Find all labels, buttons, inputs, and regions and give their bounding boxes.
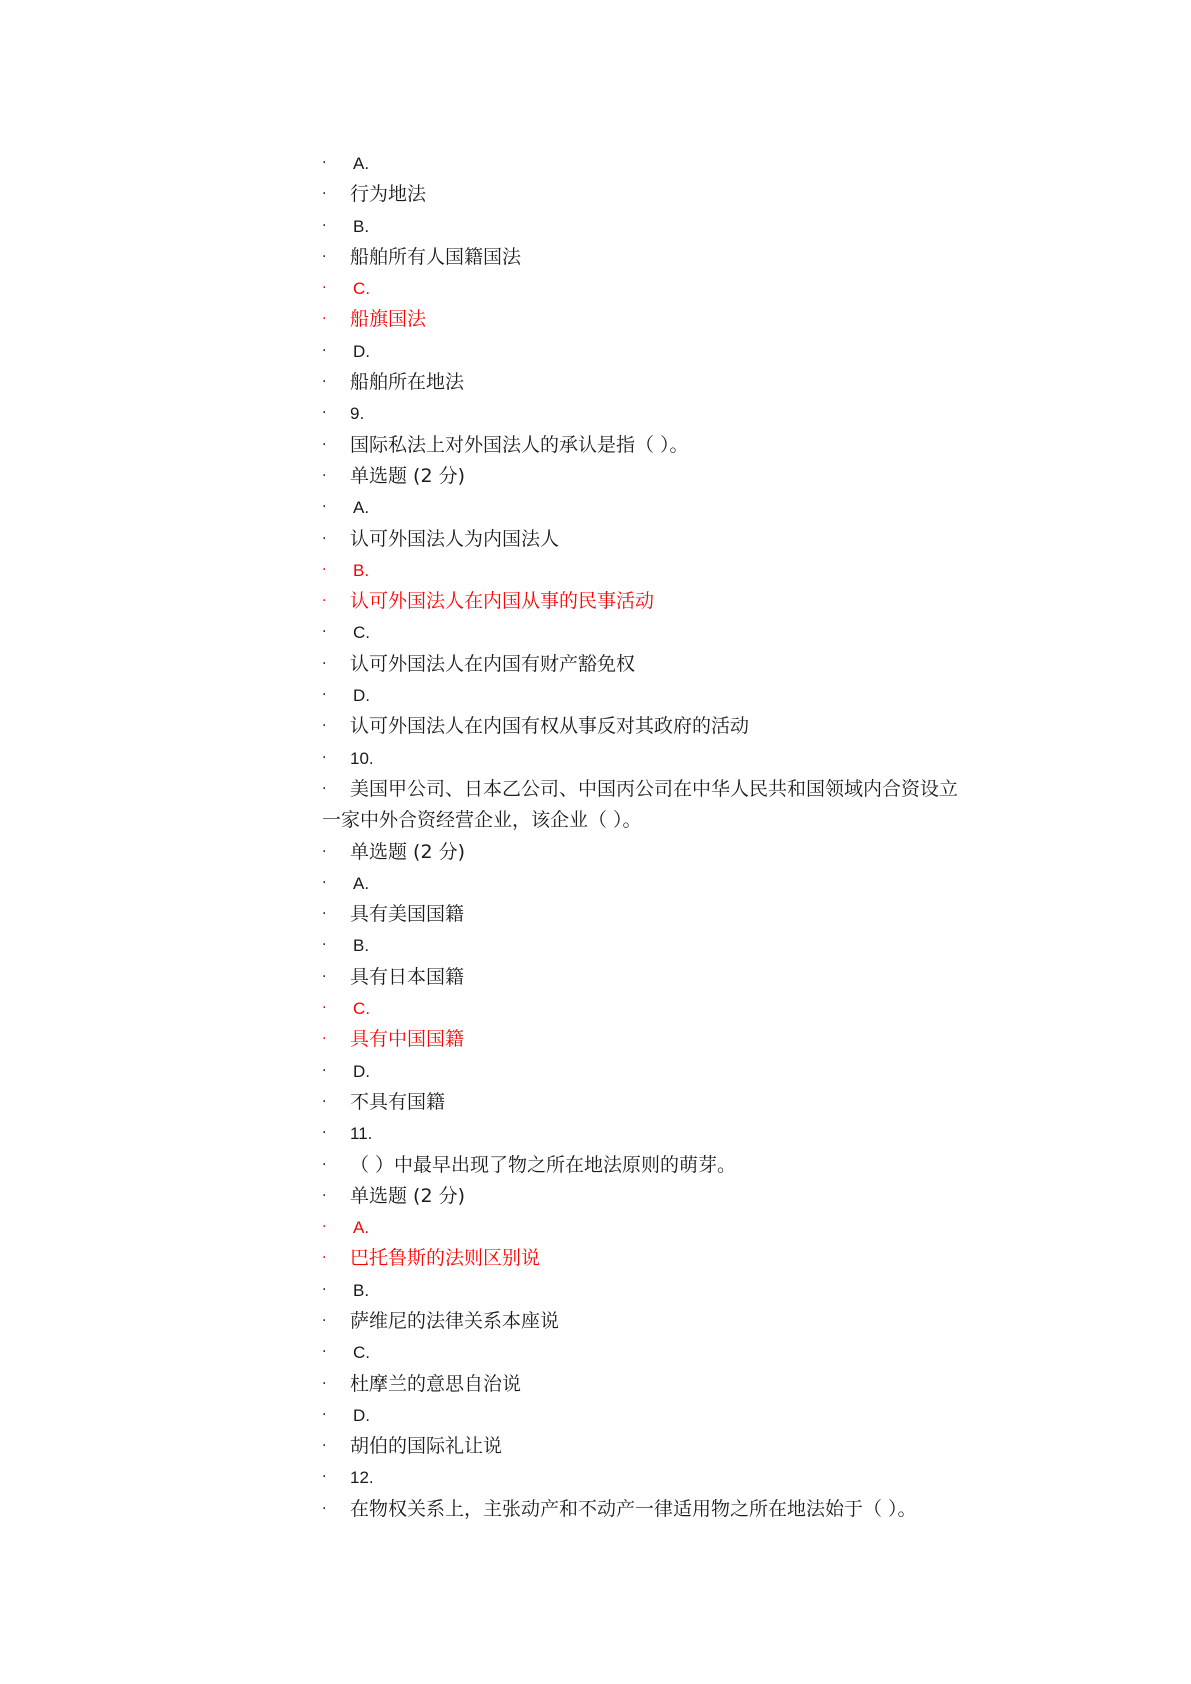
option-letter [322, 273, 1022, 304]
list-item [322, 1369, 1022, 1400]
bullet-icon: · [322, 1406, 327, 1423]
list-item [322, 1243, 1022, 1274]
bullet-icon: · [322, 906, 327, 923]
list-item-text: A. [353, 154, 370, 173]
option-letter [322, 1400, 1022, 1431]
list-item [322, 179, 1022, 210]
list-item-text: 巴托鲁斯的法则区别说 [350, 1247, 541, 1270]
bullet-icon: · [322, 374, 327, 391]
list-item-text: B. [353, 216, 370, 236]
bullet-icon: · [322, 1219, 327, 1236]
list-item-text: 萨维尼的法律关系本座说 [350, 1309, 560, 1332]
list-item-text: 具有中国国籍 [350, 1028, 465, 1051]
question-number [322, 1118, 1022, 1149]
bullet-icon: · [322, 1187, 327, 1204]
list-item-text: 单选题 (2 分) [350, 464, 465, 487]
list-item [322, 1150, 1022, 1181]
list-item-text: 在物权关系上，主张动产和不动产一律适用物之所在地法始于（ ）。 [350, 1497, 917, 1520]
list-item-text: 胡伯的国际礼让说 [350, 1435, 503, 1458]
list-item-text: C. [353, 1343, 370, 1363]
list-item-text: 国际私法上对外国法人的承认是指（ ）。 [350, 433, 689, 456]
question-number [322, 398, 1022, 429]
bullet-icon: · [322, 968, 327, 985]
option-letter [322, 993, 1022, 1024]
list-item [322, 962, 1022, 993]
list-item-text: A. [353, 1218, 370, 1238]
list-item [322, 586, 1022, 617]
bullet-icon: · [322, 843, 327, 860]
list-item-text: D. [353, 1061, 370, 1081]
list-item [322, 367, 1022, 398]
bullet-icon: · [322, 1250, 327, 1267]
bullet-icon: · [322, 186, 327, 203]
bullet-icon: · [322, 593, 327, 610]
bullet-icon: · [322, 499, 327, 516]
bullet-icon: · [322, 1312, 327, 1329]
bullet-icon: · [322, 687, 327, 704]
bullet-icon: · [322, 155, 327, 171]
list-item-text: （ ）中最早出现了物之所在地法原则的萌芽。 [350, 1153, 737, 1176]
bullet-icon: · [322, 1000, 327, 1017]
list-item [322, 1494, 1022, 1525]
option-letter [322, 868, 1022, 899]
option-letter [322, 148, 1022, 179]
bullet-icon: · [322, 1500, 327, 1517]
list-item [322, 242, 1022, 273]
bullet-icon: · [322, 749, 327, 766]
option-letter [322, 680, 1022, 711]
list-item-text: 行为地法 [350, 183, 427, 206]
bullet-icon: · [322, 342, 327, 359]
option-letter [322, 1337, 1022, 1368]
list-item-text: D. [353, 341, 370, 361]
question-number [322, 1462, 1022, 1493]
list-item-text: A. [353, 873, 370, 893]
list-item [322, 1024, 1022, 1055]
option-letter [322, 1056, 1022, 1087]
bullet-icon: · [322, 1375, 327, 1392]
list-item-text: C. [353, 623, 370, 643]
bullet-icon: · [322, 718, 327, 735]
bullet-icon: · [322, 780, 327, 797]
question-number [322, 743, 1022, 774]
list-item [322, 461, 1022, 492]
list-item [322, 649, 1022, 680]
bullet-icon: · [322, 561, 327, 578]
option-letter [322, 336, 1022, 367]
bullet-icon: · [322, 1469, 327, 1486]
list-item-text: 认可外国法人在内国有权从事反对其政府的活动 [350, 715, 750, 738]
bullet-icon: · [322, 280, 327, 297]
list-item [322, 774, 1022, 837]
option-letter [322, 1275, 1022, 1306]
list-item [322, 1087, 1022, 1118]
list-item-text: 11. [350, 1124, 373, 1144]
list-item-text: 不具有国籍 [350, 1090, 446, 1113]
list-item-text: 船舶所在地法 [350, 371, 465, 394]
list-item-text: 认可外国法人为内国法人 [350, 527, 560, 550]
question-list [322, 148, 1022, 1525]
list-item-text [322, 774, 1022, 837]
bullet-icon: · [322, 1031, 327, 1048]
list-item-text: 具有日本国籍 [350, 965, 465, 988]
list-item [322, 524, 1022, 555]
list-item-text: 杜摩兰的意思自治说 [350, 1372, 522, 1395]
list-item-text: 10. [350, 748, 374, 768]
list-item-text-line1: 美国甲公司、日本乙公司、中国丙公司在中华人民共和国领域内合资设立 [350, 777, 959, 800]
list-item-text: 船舶所有人国籍国法 [350, 245, 522, 268]
list-item-text: A. [353, 498, 370, 518]
bullet-icon: · [322, 874, 327, 891]
bullet-icon: · [322, 1156, 327, 1173]
bullet-icon: · [322, 624, 327, 641]
bullet-icon: · [322, 1344, 327, 1361]
bullet-icon: · [322, 530, 327, 547]
list-item-text-line2: 一家中外合资经营企业，该企业（ ）。 [322, 809, 642, 832]
list-item [322, 1306, 1022, 1337]
bullet-icon: · [322, 467, 327, 484]
option-letter [322, 930, 1022, 961]
list-item-text: 9. [350, 404, 365, 424]
bullet-icon: · [322, 937, 327, 954]
list-item [322, 837, 1022, 868]
list-item-text: 船旗国法 [350, 308, 427, 331]
list-item [322, 1181, 1022, 1212]
list-item [322, 304, 1022, 335]
list-item [322, 430, 1022, 461]
bullet-icon: · [322, 1125, 327, 1142]
option-letter [322, 1212, 1022, 1243]
bullet-icon: · [322, 248, 327, 265]
bullet-icon: · [322, 1062, 327, 1079]
list-item [322, 711, 1022, 742]
list-item-text: C. [353, 999, 370, 1019]
list-item-text: 单选题 (2 分) [350, 840, 465, 863]
bullet-icon: · [322, 436, 327, 453]
list-item-text: B. [353, 560, 370, 580]
list-item-text: B. [353, 936, 370, 956]
list-item-text: 认可外国法人在内国有财产豁免权 [350, 652, 636, 675]
list-item-text: D. [353, 686, 370, 706]
list-item-text: 具有美国国籍 [350, 903, 465, 926]
bullet-icon: · [322, 1093, 327, 1110]
list-item-text: C. [353, 279, 370, 299]
bullet-icon: · [322, 1281, 327, 1298]
option-letter [322, 211, 1022, 242]
list-item-text: 单选题 (2 分) [350, 1184, 465, 1207]
bullet-icon: · [322, 405, 327, 422]
list-item-text: B. [353, 1280, 370, 1300]
option-letter [322, 492, 1022, 523]
bullet-icon: · [322, 311, 327, 328]
bullet-icon: · [322, 655, 327, 672]
list-item-text: D. [353, 1405, 370, 1425]
option-letter [322, 617, 1022, 648]
list-item-text: 认可外国法人在内国从事的民事活动 [350, 590, 655, 613]
bullet-icon: · [322, 1438, 327, 1455]
list-item [322, 899, 1022, 930]
option-letter [322, 555, 1022, 586]
bullet-icon: · [322, 217, 327, 234]
list-item [322, 1431, 1022, 1462]
list-item-text: 12. [350, 1468, 374, 1488]
